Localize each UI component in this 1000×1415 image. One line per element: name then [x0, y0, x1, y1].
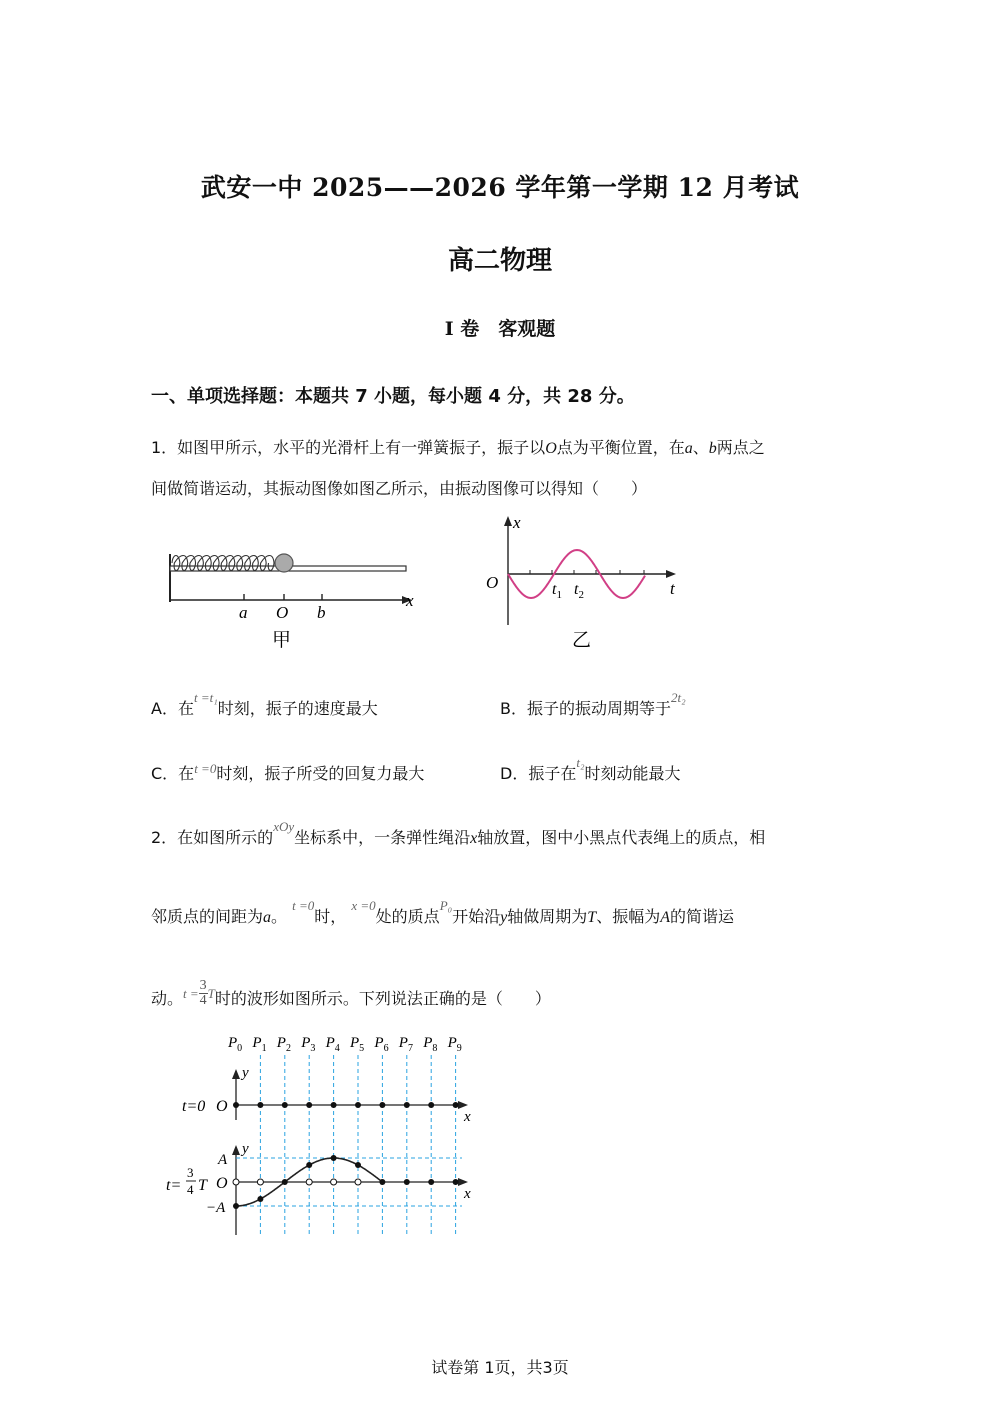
particle-dot	[355, 1102, 361, 1108]
point-label-p8: $P_8$	[423, 1035, 438, 1054]
q1-option-a[interactable]: A．在$^{t =t_1}$时刻，振子的速度最大	[151, 690, 378, 718]
particle-dot	[428, 1102, 434, 1108]
point-label-p3: $P_3$	[301, 1035, 316, 1054]
point-label-p9: $P_9$	[447, 1035, 462, 1054]
equilibrium-dot	[355, 1179, 361, 1185]
label-o: O	[276, 603, 289, 622]
subject-title: 高二物理	[447, 246, 552, 276]
fraction-3-4: $\frac{3}{4}$	[199, 978, 207, 1008]
spring-oscillator-figure	[160, 540, 430, 655]
volume-title: I 卷 客观题	[444, 318, 556, 340]
equilibrium-dot	[306, 1179, 312, 1185]
row2-label: t=	[166, 1177, 182, 1194]
svg-text:O: O	[216, 1175, 228, 1192]
label-a: a	[239, 603, 248, 622]
t2-label: $t_2$	[574, 581, 584, 601]
wave-particle-dot	[331, 1155, 337, 1161]
svg-text:O: O	[216, 1098, 228, 1115]
particle-dot	[306, 1102, 312, 1108]
particle-dot	[404, 1102, 410, 1108]
wave-particle-dot	[282, 1179, 288, 1185]
point-label-p0: $P_0$	[228, 1035, 243, 1054]
particle-dot	[331, 1102, 337, 1108]
wave-particle-dot	[233, 1203, 239, 1209]
svg-text:T: T	[198, 1177, 207, 1194]
wave-particle-dot	[453, 1179, 459, 1185]
caption-yi: 乙	[572, 629, 592, 651]
svg-text:A: A	[218, 1152, 228, 1168]
q2-line-3: 动。$^{t =}$ $\frac{3}{4}$ $^T$时的波形如图所示。下列说法正确的是（ ）	[151, 978, 551, 1008]
q1-option-d[interactable]: D．振子在$^{t_2}$时刻动能最大	[500, 755, 681, 783]
row1-label: t=0	[182, 1098, 206, 1115]
axis-x-label: x	[513, 513, 521, 532]
particle-dot	[453, 1102, 459, 1108]
q1-option-b[interactable]: B．振子的振动周期等于$^{2t_2}$	[500, 690, 686, 718]
wave-particle-dot	[404, 1179, 410, 1185]
equilibrium-dot	[331, 1179, 337, 1185]
wave-particle-dot	[428, 1179, 434, 1185]
vibration-graph	[480, 510, 690, 655]
wave-particle-dot	[257, 1196, 263, 1202]
svg-text:x: x	[464, 1186, 471, 1202]
point-label-p5: $P_5$	[350, 1035, 365, 1054]
section-heading: 一、单项选择题：本题共 7 小题，每小题 4 分，共 28 分。	[151, 386, 635, 407]
label-x: x	[406, 591, 414, 610]
point-label-p6: $P_6$	[374, 1035, 389, 1054]
q1-line-1: 1．如图甲所示，水平的光滑杆上有一弹簧振子，振子以O点为平衡位置，在a、b两点之	[151, 438, 765, 457]
svg-text:x: x	[464, 1109, 471, 1125]
t1-label: $t_1$	[552, 581, 562, 601]
svg-text:y: y	[242, 1141, 249, 1157]
origin-label: O	[486, 573, 499, 592]
caption-jia: 甲	[272, 629, 292, 651]
q1-line-2: 间做简谐运动，其振动图像如图乙所示，由振动图像可以得知（ ）	[151, 479, 648, 498]
q2-line-1: 2．在如图所示的$^{xOy}$坐标系中，一条弹性绳沿x轴放置，图中小黑点代表绳上的质点，相	[151, 819, 766, 847]
point-label-p2: $P_2$	[276, 1035, 291, 1054]
wave-figure	[160, 1025, 490, 1245]
label-b: b	[317, 603, 326, 622]
svg-text:4: 4	[187, 1182, 194, 1197]
wave-particle-dot	[306, 1162, 312, 1168]
point-label-p7: $P_7$	[398, 1035, 413, 1054]
particle-dot	[233, 1102, 239, 1108]
point-label-p4: $P_4$	[325, 1035, 340, 1054]
q2-line-2: 邻质点的间距为a。 $^{t =0}$时， $^{x =0}$处的质点$^{P_0}$开始沿y轴做周期为T、振幅为A的简谐运	[151, 898, 735, 926]
page-footer: 试卷第 1页，共3页	[431, 1358, 569, 1377]
wave-particle-dot	[379, 1179, 385, 1185]
wave-particle-dot	[355, 1162, 361, 1168]
svg-text:3: 3	[187, 1165, 194, 1180]
particle-dot	[257, 1102, 263, 1108]
equilibrium-dot	[233, 1179, 239, 1185]
q1-option-c[interactable]: C．在$^{t =0}$时刻，振子所受的回复力最大	[151, 761, 425, 783]
particle-dot	[379, 1102, 385, 1108]
svg-text:−A: −A	[206, 1200, 226, 1216]
equilibrium-dot	[257, 1179, 263, 1185]
svg-text:y: y	[242, 1065, 249, 1081]
axis-t-label: t	[670, 579, 675, 598]
exam-title: 武安一中 2025——2026 学年第一学期 12 月考试	[200, 173, 800, 202]
particle-dot	[282, 1102, 288, 1108]
point-label-p1: $P_1$	[252, 1035, 267, 1054]
